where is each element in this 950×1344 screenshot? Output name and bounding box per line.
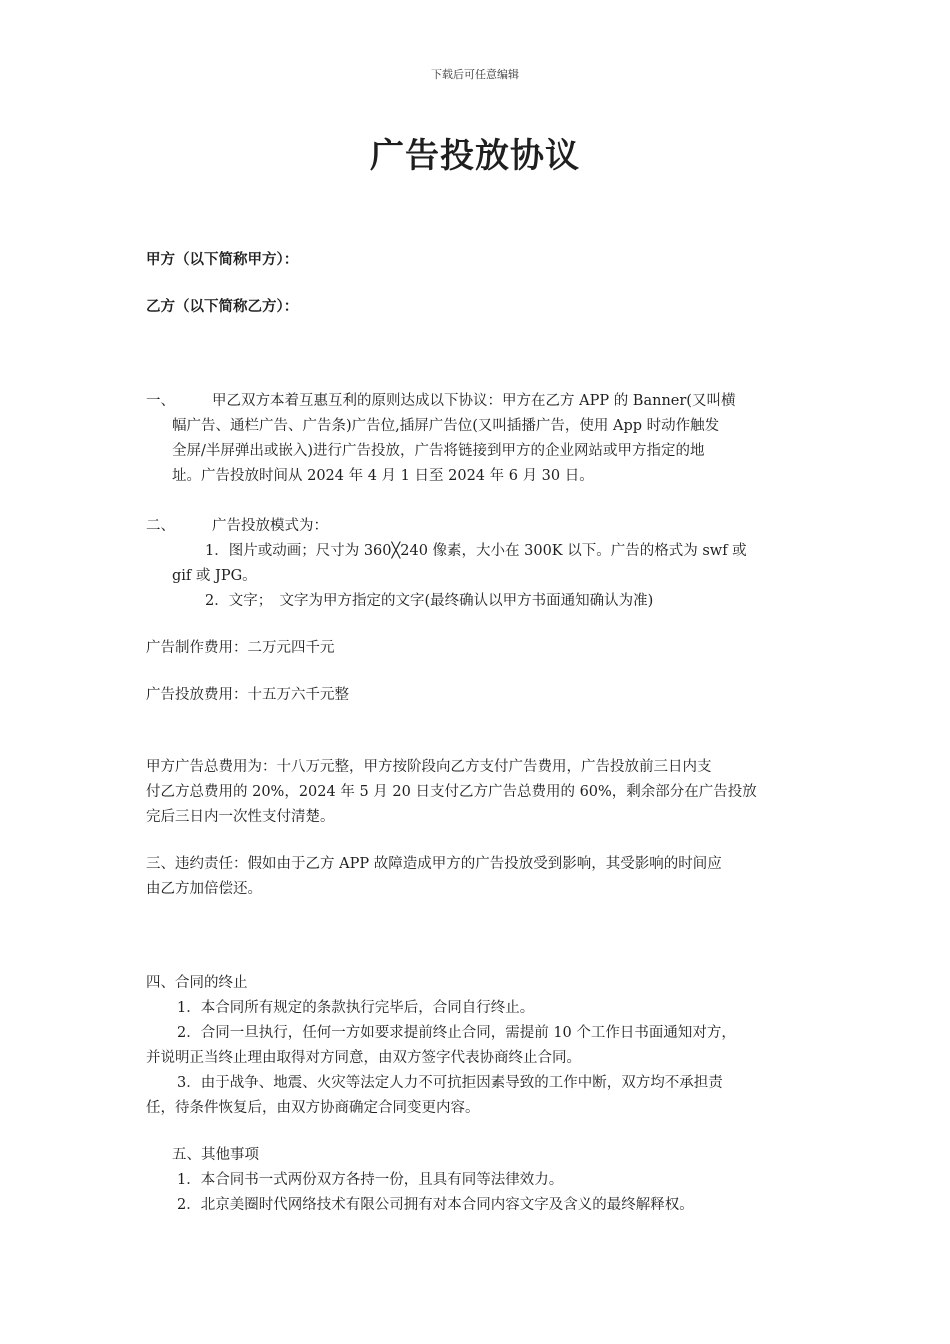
payment-line: 完后三日内一次性支付清楚。 — [146, 809, 335, 825]
section-2-item-1-cont: gif 或 JPG。 — [172, 568, 257, 584]
payment-line: 甲方广告总费用为：十八万元整，甲方按阶段向乙方支付广告费用，广告投放前三日内支 — [146, 759, 712, 775]
section-4-item-cont: 任，待条件恢复后，由双方协商确定合同变更内容。 — [146, 1100, 480, 1116]
section-4-heading: 四、合同的终止 — [146, 975, 248, 991]
section-3-line: 三、违约责任：假如由于乙方 APP 故障造成甲方的广告投放受到影响，其受影响的时间应 — [146, 856, 722, 872]
section-5-item: 1．本合同书一式两份双方各持一份，且具有同等法律效力。 — [177, 1172, 564, 1188]
party-a-label: 甲方（以下简称甲方）： — [146, 251, 299, 268]
section-2-item-1: 1．图片或动画；尺寸为 360╳240 像素，大小在 300K 以下。广告的格式为 swf 或 — [205, 543, 747, 559]
section-1-line: 甲乙双方本着互惠互利的原则达成以下协议：甲方在乙方 APP 的 Banner(又叫横 — [212, 393, 736, 409]
header-note: 下载后可任意编辑 — [431, 68, 519, 81]
section-1-number: 一、 — [146, 393, 175, 409]
section-1-line: 全屏/半屏弹出或嵌入)进行广告投放，广告将链接到甲方的企业网站或甲方指定的地 — [172, 443, 705, 459]
section-1-line: 幅广告、通栏广告、广告条)广告位,插屏广告位(又叫插播广告，使用 App 时动作触发 — [172, 418, 720, 434]
section-2-number: 二、 — [146, 518, 175, 534]
document-title: 广告投放协议 — [370, 136, 580, 176]
section-2-item-2: 2．文字； 文字为甲方指定的文字(最终确认以甲方书面通知确认为准) — [205, 593, 654, 609]
placement-fee: 广告投放费用：十五万六千元整 — [146, 687, 349, 703]
section-4-item: 2．合同一旦执行，任何一方如要求提前终止合同，需提前 10 个工作日书面通知对方， — [177, 1025, 736, 1041]
section-3-line: 由乙方加倍偿还。 — [146, 881, 262, 897]
section-4-item-cont: 并说明正当终止理由取得对方同意，由双方签字代表协商终止合同。 — [146, 1050, 581, 1066]
production-fee: 广告制作费用：二万元四千元 — [146, 640, 335, 656]
section-1-line: 址。广告投放时间从 2024 年 4 月 1 日至 2024 年 6 月 30 日。 — [172, 468, 594, 484]
section-2-heading: 广告投放模式为： — [212, 518, 328, 534]
section-5-item: 2．北京美圈时代网络技术有限公司拥有对本合同内容文字及含义的最终解释权。 — [177, 1197, 694, 1213]
section-4-item: 1．本合同所有规定的条款执行完毕后，合同自行终止。 — [177, 1000, 535, 1016]
payment-line: 付乙方总费用的 20%，2024 年 5 月 20 日支付乙方广告总费用的 60%，剩余部分在广告投放 — [146, 784, 757, 800]
section-4-item: 3．由于战争、地震、火灾等法定人力不可抗拒因素导致的工作中断，双方均不承担责 — [177, 1075, 723, 1091]
section-5-heading: 五、其他事项 — [172, 1147, 259, 1163]
party-b-label: 乙方（以下简称乙方）： — [146, 298, 299, 315]
